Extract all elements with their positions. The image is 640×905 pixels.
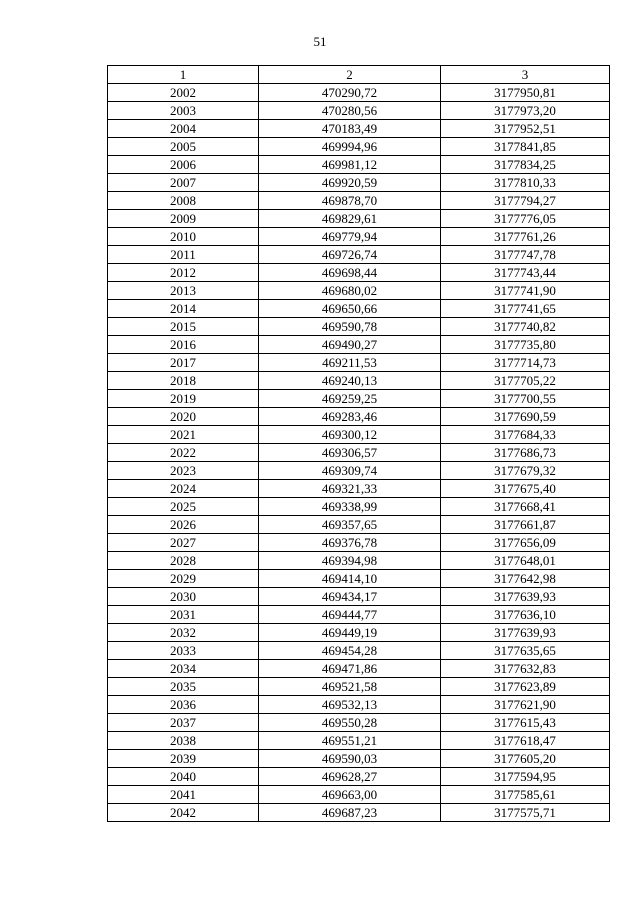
table-row	[108, 300, 610, 318]
table-row	[108, 192, 610, 210]
table-row	[108, 156, 610, 174]
table-cell: 469551,21	[259, 732, 441, 750]
table-header-row	[108, 66, 610, 84]
table-cell: 2014	[108, 300, 259, 318]
table-row	[108, 210, 610, 228]
table-cell: 469726,74	[259, 246, 441, 264]
table-cell: 3177656,09	[441, 534, 610, 552]
table-cell: 3177575,71	[441, 804, 610, 822]
table-cell: 469471,86	[259, 660, 441, 678]
table-row	[108, 102, 610, 120]
table-cell: 2041	[108, 786, 259, 804]
table-cell: 3177700,55	[441, 390, 610, 408]
table-body	[108, 84, 610, 822]
table-cell: 469240,13	[259, 372, 441, 390]
table-cell: 469394,98	[259, 552, 441, 570]
page-number: 51	[313, 34, 327, 49]
table-cell: 469680,02	[259, 282, 441, 300]
table-row	[108, 534, 610, 552]
table-row	[108, 660, 610, 678]
table-cell: 469532,13	[259, 696, 441, 714]
table-cell: 3177741,65	[441, 300, 610, 318]
table-cell: 2021	[108, 426, 259, 444]
table-row	[108, 264, 610, 282]
table-cell: 469434,17	[259, 588, 441, 606]
table-cell: 2034	[108, 660, 259, 678]
table-cell: 3177950,81	[441, 84, 610, 102]
table-cell: 3177639,93	[441, 624, 610, 642]
table-row	[108, 480, 610, 498]
table-cell: 470280,56	[259, 102, 441, 120]
table-cell: 2017	[108, 354, 259, 372]
table-cell: 469521,58	[259, 678, 441, 696]
table-cell: 2011	[108, 246, 259, 264]
table-row	[108, 570, 610, 588]
table-cell: 3177684,33	[441, 426, 610, 444]
table-cell: 469650,66	[259, 300, 441, 318]
table-cell: 469490,27	[259, 336, 441, 354]
table-cell: 469309,74	[259, 462, 441, 480]
table-cell: 2013	[108, 282, 259, 300]
table-cell: 2009	[108, 210, 259, 228]
table-row	[108, 750, 610, 768]
table-cell: 2018	[108, 372, 259, 390]
table-cell: 2036	[108, 696, 259, 714]
table-cell: 469306,57	[259, 444, 441, 462]
table-cell: 3177605,20	[441, 750, 610, 768]
table-cell: 2004	[108, 120, 259, 138]
table-cell: 469628,27	[259, 768, 441, 786]
table-row	[108, 696, 610, 714]
table-cell: 469590,78	[259, 318, 441, 336]
table-cell: 469414,10	[259, 570, 441, 588]
table-cell: 2025	[108, 498, 259, 516]
table-cell: 2023	[108, 462, 259, 480]
table-row	[108, 588, 610, 606]
table-cell: 469590,03	[259, 750, 441, 768]
table-cell: 469376,78	[259, 534, 441, 552]
table-row	[108, 426, 610, 444]
table-cell: 3177834,25	[441, 156, 610, 174]
table-cell: 3177735,80	[441, 336, 610, 354]
table-cell: 2007	[108, 174, 259, 192]
table-cell: 2002	[108, 84, 259, 102]
table-row	[108, 336, 610, 354]
table-row	[108, 282, 610, 300]
table-cell: 3177618,47	[441, 732, 610, 750]
table-cell: 2006	[108, 156, 259, 174]
table-row	[108, 732, 610, 750]
column-header: 2	[259, 66, 441, 84]
table-cell: 469829,61	[259, 210, 441, 228]
table-cell: 469779,94	[259, 228, 441, 246]
table-cell: 2024	[108, 480, 259, 498]
table-cell: 2030	[108, 588, 259, 606]
table-cell: 3177690,59	[441, 408, 610, 426]
table-cell: 3177776,05	[441, 210, 610, 228]
table-cell: 3177740,82	[441, 318, 610, 336]
table-row	[108, 606, 610, 624]
table-cell: 2042	[108, 804, 259, 822]
table-cell: 469663,00	[259, 786, 441, 804]
column-header: 3	[441, 66, 610, 84]
table-cell: 3177810,33	[441, 174, 610, 192]
table-cell: 3177668,41	[441, 498, 610, 516]
table-cell: 2022	[108, 444, 259, 462]
table-cell: 469449,19	[259, 624, 441, 642]
table-cell: 2029	[108, 570, 259, 588]
table-cell: 2037	[108, 714, 259, 732]
table-cell: 2015	[108, 318, 259, 336]
table-row	[108, 516, 610, 534]
table-cell: 2033	[108, 642, 259, 660]
table-cell: 3177648,01	[441, 552, 610, 570]
table-cell: 3177615,43	[441, 714, 610, 732]
table-cell: 2026	[108, 516, 259, 534]
table-cell: 3177585,61	[441, 786, 610, 804]
table-cell: 3177747,78	[441, 246, 610, 264]
table-row	[108, 246, 610, 264]
table-cell: 2012	[108, 264, 259, 282]
table-cell: 469300,12	[259, 426, 441, 444]
table-row	[108, 120, 610, 138]
table-cell: 2027	[108, 534, 259, 552]
table-row	[108, 462, 610, 480]
table-cell: 2008	[108, 192, 259, 210]
coordinates-table	[107, 65, 610, 822]
table-row	[108, 138, 610, 156]
table-row	[108, 444, 610, 462]
table-cell: 3177761,26	[441, 228, 610, 246]
column-header: 1	[108, 66, 259, 84]
table-row	[108, 354, 610, 372]
table-cell: 2032	[108, 624, 259, 642]
table-cell: 3177952,51	[441, 120, 610, 138]
table-cell: 2020	[108, 408, 259, 426]
table-row	[108, 552, 610, 570]
table-cell: 3177705,22	[441, 372, 610, 390]
table-cell: 3177642,98	[441, 570, 610, 588]
table-row	[108, 678, 610, 696]
table-cell: 469321,33	[259, 480, 441, 498]
table-cell: 469550,28	[259, 714, 441, 732]
table-cell: 3177973,20	[441, 102, 610, 120]
table-cell: 2005	[108, 138, 259, 156]
table-cell: 2003	[108, 102, 259, 120]
table-cell: 3177636,10	[441, 606, 610, 624]
table-row	[108, 390, 610, 408]
table-row	[108, 174, 610, 192]
table-cell: 2039	[108, 750, 259, 768]
table-row	[108, 498, 610, 516]
table-cell: 2031	[108, 606, 259, 624]
table-cell: 2019	[108, 390, 259, 408]
table-cell: 3177679,32	[441, 462, 610, 480]
table-row	[108, 84, 610, 102]
table-row	[108, 768, 610, 786]
table-cell: 2010	[108, 228, 259, 246]
table-cell: 2028	[108, 552, 259, 570]
table-cell: 3177632,83	[441, 660, 610, 678]
table-row	[108, 642, 610, 660]
table-cell: 469698,44	[259, 264, 441, 282]
table-cell: 3177675,40	[441, 480, 610, 498]
table-row	[108, 228, 610, 246]
table-cell: 3177621,90	[441, 696, 610, 714]
table-row	[108, 318, 610, 336]
table-cell: 469444,77	[259, 606, 441, 624]
table-cell: 3177743,44	[441, 264, 610, 282]
table-cell: 3177841,85	[441, 138, 610, 156]
table-cell: 469283,46	[259, 408, 441, 426]
table-cell: 2016	[108, 336, 259, 354]
table-cell: 3177635,65	[441, 642, 610, 660]
table-cell: 469211,53	[259, 354, 441, 372]
table-cell: 2040	[108, 768, 259, 786]
table-cell: 469357,65	[259, 516, 441, 534]
table-cell: 2035	[108, 678, 259, 696]
table-cell: 469920,59	[259, 174, 441, 192]
table-row	[108, 372, 610, 390]
table-cell: 2038	[108, 732, 259, 750]
table-row	[108, 786, 610, 804]
table-cell: 469687,23	[259, 804, 441, 822]
table-cell: 3177686,73	[441, 444, 610, 462]
table-cell: 3177741,90	[441, 282, 610, 300]
table-cell: 3177661,87	[441, 516, 610, 534]
table-row	[108, 624, 610, 642]
table-cell: 469338,99	[259, 498, 441, 516]
table-cell: 469981,12	[259, 156, 441, 174]
table-row	[108, 714, 610, 732]
table-cell: 3177639,93	[441, 588, 610, 606]
table-cell: 3177714,73	[441, 354, 610, 372]
table-cell: 470290,72	[259, 84, 441, 102]
table-cell: 469454,28	[259, 642, 441, 660]
table-row	[108, 804, 610, 822]
table-cell: 469259,25	[259, 390, 441, 408]
table-cell: 469878,70	[259, 192, 441, 210]
table-cell: 3177594,95	[441, 768, 610, 786]
table-row	[108, 408, 610, 426]
table-cell: 470183,49	[259, 120, 441, 138]
table-cell: 3177623,89	[441, 678, 610, 696]
table-cell: 3177794,27	[441, 192, 610, 210]
table-cell: 469994,96	[259, 138, 441, 156]
